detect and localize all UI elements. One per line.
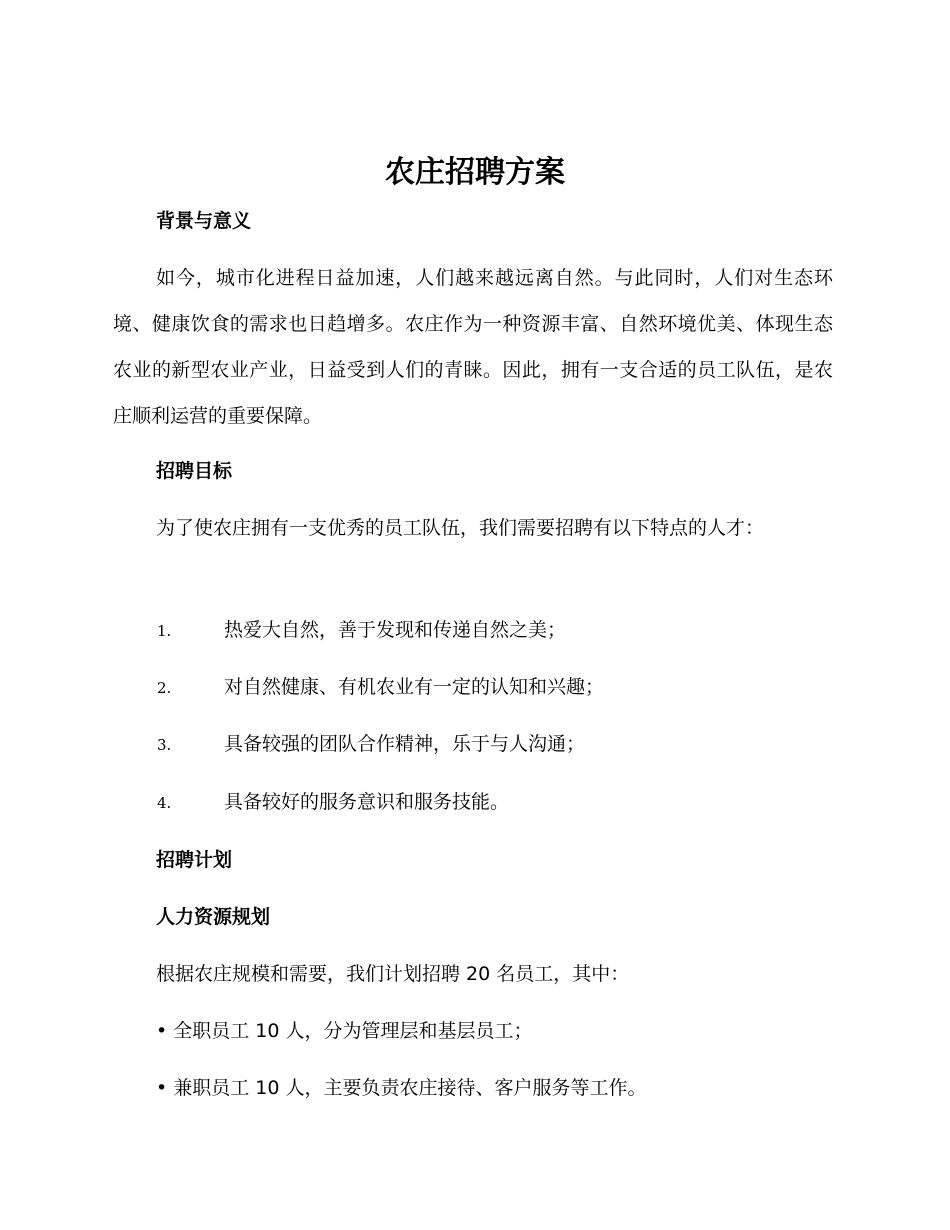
list-item xyxy=(157,788,509,817)
section-heading-hr: 人力资源规划 xyxy=(156,906,271,928)
list-number: 4. xyxy=(157,794,172,812)
list-number: 2. xyxy=(157,679,172,697)
section-heading-background: 背景与意义 xyxy=(156,210,252,232)
paragraph-hr: 根据农庄规模和需要，我们计划招聘 20 名员工，其中： xyxy=(156,963,630,985)
list-text: 热爱大自然，善于发现和传递自然之美； xyxy=(224,619,567,641)
list-item xyxy=(157,673,604,702)
list-text: 具备较好的服务意识和服务技能。 xyxy=(224,791,510,813)
list-text: 具备较强的团队合作精神，乐于与人沟通； xyxy=(224,733,586,755)
paragraph-background: 如今，城市化进程日益加速，人们越来越远离自然。与此同时，人们对生态环境、健康饮食的需求也日趋增多。农庄作为一种资源丰富、自然环境优美、体现生态农业的新型农业产业，日益受到人们的青睐。因此，拥有一支合适的员工队伍，是农庄顺利运营的重要保障。 xyxy=(113,267,833,427)
section-heading-goal: 招聘目标 xyxy=(156,460,233,482)
list-item xyxy=(157,730,585,759)
list-number: 3. xyxy=(157,736,172,754)
document-title: 农庄招聘方案 xyxy=(385,155,565,190)
paragraph-goal: 为了使农庄拥有一支优秀的员工队伍，我们需要招聘有以下特点的人才： xyxy=(156,517,765,539)
bullet-item: • 兼职员工 10 人，主要负责农庄接待、客户服务等工作。 xyxy=(156,1077,647,1099)
list-number: 1. xyxy=(157,622,172,640)
list-item xyxy=(157,616,566,645)
list-text: 对自然健康、有机农业有一定的认知和兴趣； xyxy=(224,676,605,698)
bullet-item: • 全职员工 10 人，分为管理层和基层员工； xyxy=(156,1020,533,1042)
section-heading-plan: 招聘计划 xyxy=(156,849,233,871)
